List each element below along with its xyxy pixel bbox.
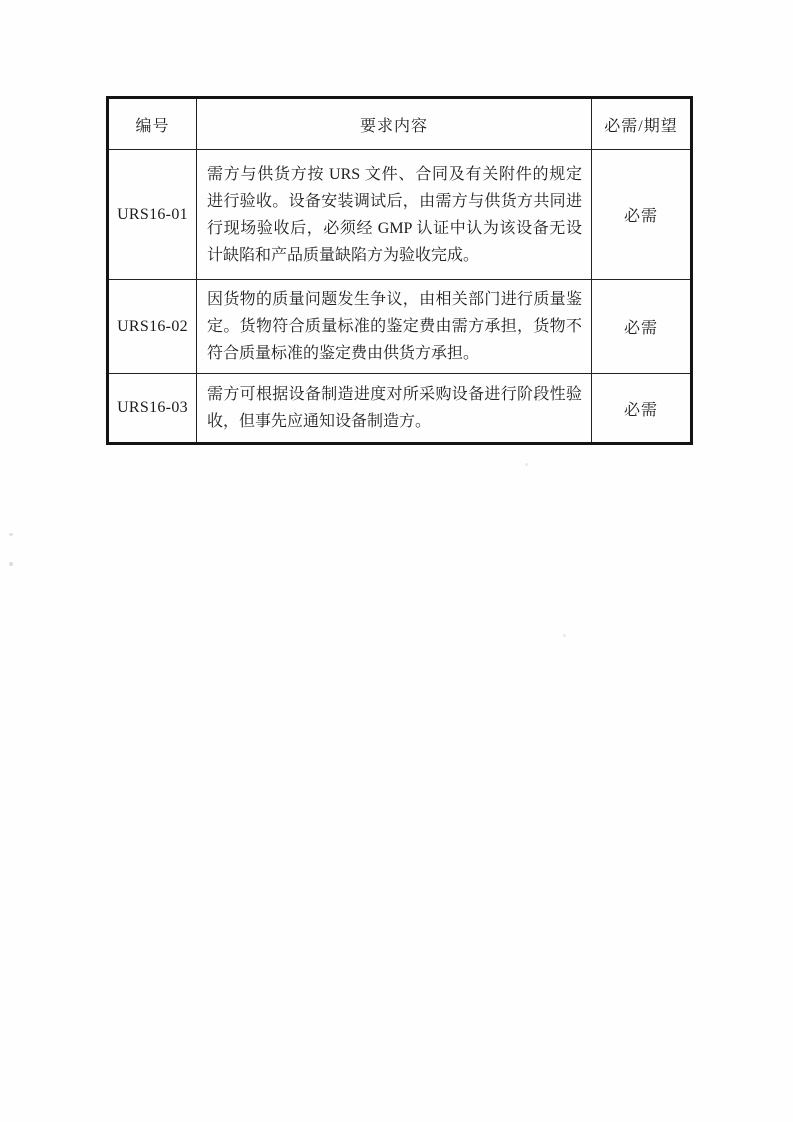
row-id: URS16-03: [108, 374, 197, 444]
row-id: URS16-01: [108, 150, 197, 280]
row-requirement: 必需: [592, 280, 692, 374]
scan-speck: [525, 463, 528, 466]
table-header-row: [108, 98, 692, 150]
header-id: 编号: [108, 98, 197, 150]
table-row: [108, 150, 692, 280]
requirements-table: [106, 96, 693, 445]
row-content: 需方可根据设备制造进度对所采购设备进行阶段性验收，但事先应通知设备制造方。: [197, 374, 592, 444]
row-content: 因货物的质量问题发生争议，由相关部门进行质量鉴定。货物符合质量标准的鉴定费由需方承担，货物不符合质量标准的鉴定费由供货方承担。: [197, 280, 592, 374]
scan-speck: [9, 533, 13, 536]
scan-speck: [9, 562, 13, 566]
row-requirement: 必需: [592, 150, 692, 280]
row-requirement: 必需: [592, 374, 692, 444]
table-row: [108, 374, 692, 444]
scan-speck: [563, 634, 566, 637]
header-requirement: 必需/期望: [592, 98, 692, 150]
table-row: [108, 280, 692, 374]
header-content: 要求内容: [197, 98, 592, 150]
row-id: URS16-02: [108, 280, 197, 374]
row-content: 需方与供货方按 URS 文件、合同及有关附件的规定进行验收。设备安装调试后，由需方与供货方共同进行现场验收后，必须经 GMP 认证中认为该设备无设计缺陷和产品质量缺陷方为验收完成。: [197, 150, 592, 280]
